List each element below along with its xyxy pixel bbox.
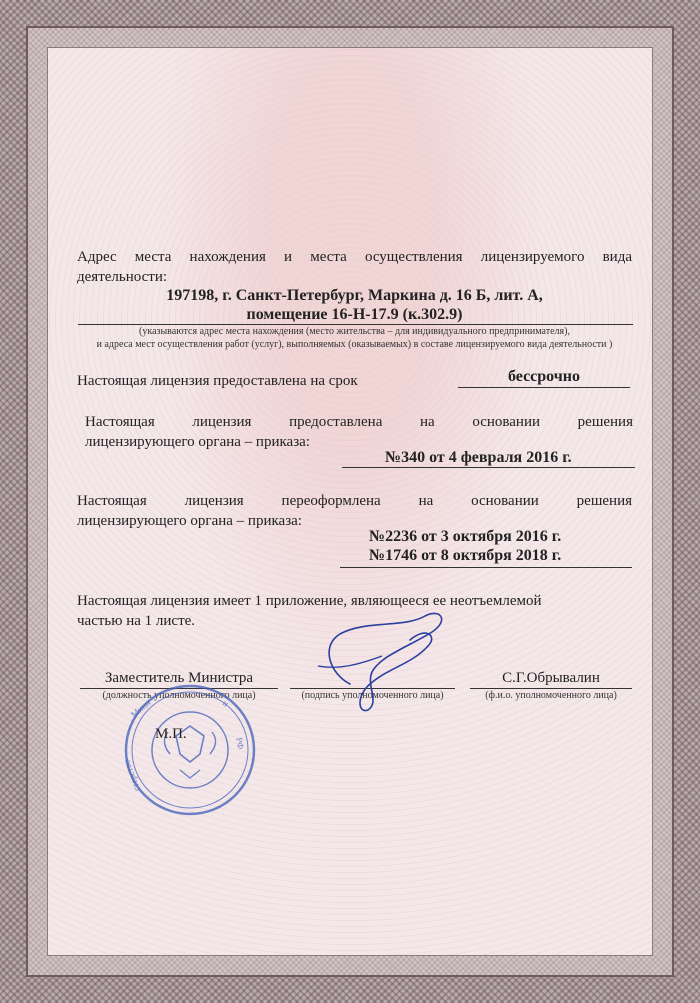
svg-text:Мини: Мини — [128, 697, 153, 720]
seal-label: М.П. — [155, 726, 187, 742]
basis-line2: лицензирующего органа – приказа: — [85, 434, 310, 450]
address-label-line1: Адрес места нахождения и места осуществления лицензируемого вида — [77, 249, 632, 265]
signatory-name: С.Г.Обрывалин — [502, 670, 600, 686]
term-value: бессрочно — [507, 368, 580, 385]
address-value-line1: 197198, г. Санкт-Петербург, Маркина д. 16 Б, лит. А, — [166, 287, 543, 304]
reissue-line1: Настоящая лицензия переоформлена на основании решения — [77, 493, 632, 509]
term-label: Настоящая лицензия предоставлена на срок — [77, 373, 358, 389]
term-underline — [458, 387, 630, 388]
signatory-position: Заместитель Министра — [104, 670, 254, 686]
handwritten-signature — [310, 606, 470, 716]
position-hint: (должность уполномоченного лица) — [102, 690, 256, 701]
reissue-line2: лицензирующего органа – приказа: — [77, 513, 302, 529]
name-hint: (ф.и.о. уполномоченного лица) — [485, 690, 617, 701]
address-value-line2: помещение 16-Н-17.9 (к.302.9) — [246, 306, 463, 323]
svg-text:и: и — [220, 697, 231, 709]
svg-text:РФ: РФ — [234, 736, 246, 751]
basis-underline — [342, 467, 635, 468]
reissue-underline — [340, 567, 632, 568]
basis-line1: Настоящая лицензия предоставлена на основании решения — [85, 414, 633, 430]
signature-hint: (подпись уполномоченного лица) — [301, 690, 444, 701]
address-hint-line2: и адреса мест осуществления работ (услуг), выполняемых (оказываемых) в составе лицензируемого вида деятельности ) — [96, 339, 613, 350]
address-hint-line1: (указываются адрес места нахождения (место жительства – для индивидуального предпринимателя), — [139, 326, 570, 337]
basis-value: №340 от 4 февраля 2016 г. — [385, 449, 572, 466]
reissue-value2: №1746 от 8 октября 2018 г. — [369, 547, 562, 564]
appendix-line2: частью на 1 листе. — [77, 613, 196, 629]
appendix-line1: Настоящая лицензия имеет 1 приложение, являющееся ее неотъемлемой — [77, 593, 542, 609]
svg-text:стерство: стерство — [121, 758, 142, 793]
reissue-value1: №2236 от 3 октября 2016 г. — [369, 528, 562, 545]
address-label-line2: деятельности: — [77, 269, 168, 285]
official-seal — [110, 678, 270, 818]
